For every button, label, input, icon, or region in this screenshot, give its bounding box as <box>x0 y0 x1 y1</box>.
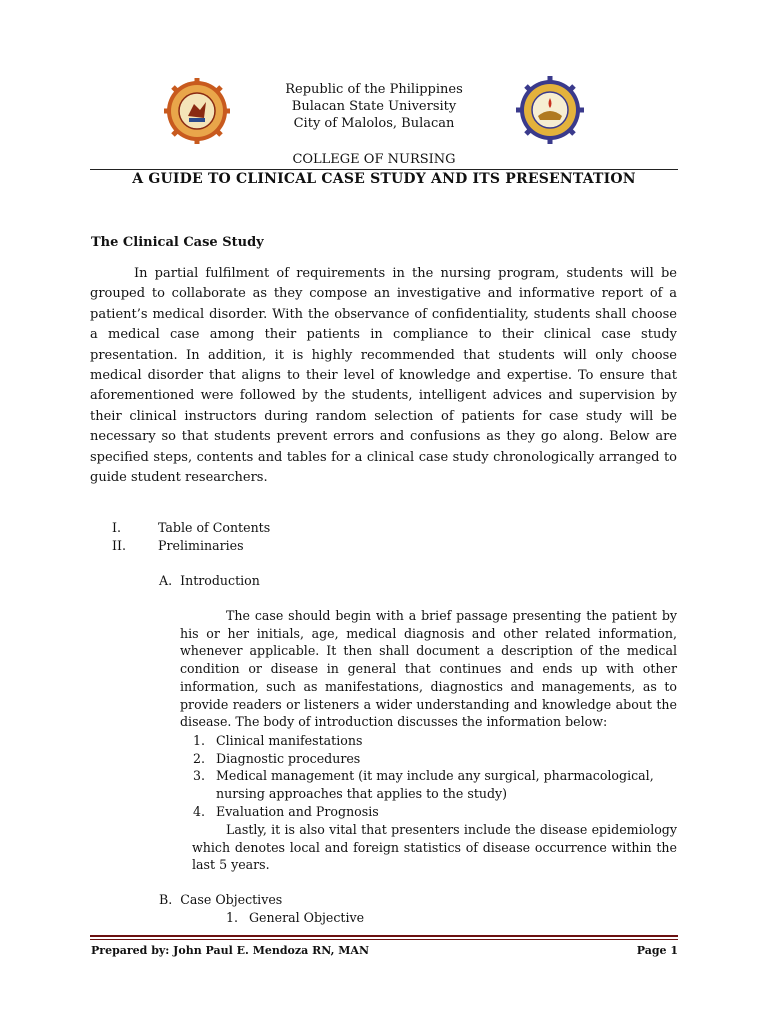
list-item <box>193 750 205 768</box>
footer-rule-thin <box>90 939 678 940</box>
introduction-paragraph <box>180 607 677 731</box>
outline-i-num: I. <box>112 520 121 535</box>
college-of-nursing-seal-logo <box>516 76 584 144</box>
list-item-num: 1. <box>193 733 206 748</box>
list-item-num: 3. <box>193 768 206 783</box>
intro-main-paragraph <box>90 264 677 488</box>
introduction-paragraph-text: The case should begin with a brief passage presenting the patient by his or her initials, age, medical diagnosis and other related information, whenever applicable. It then shall document a description of the medical condition or disease in general that continues and ends up with other information, such as manifestations, diagnostics and managements, as to provide readers or listeners a wider understanding and knowledge about the disease. The body of introduction discusses the information below: <box>180 608 677 730</box>
header-rule <box>90 169 678 170</box>
list-item-text: Medical management (it may include any surgical, pharmacological, nursing approaches that applies to the study) <box>216 768 654 801</box>
main-paragraph-text: In partial fulfilment of requirements in the nursing program, students will be grouped to collaborate as they compose an investigative and informative report of a patient’s medical disorder. With the observance of confidentiality, students shall choose a medical case among their patients in compliance to their clinical case study presentation. In addition, it is highly recommended that students will only choose medical disorder that aligns to their level of knowledge and expertise. To ensure that aforementioned were followed by the students, intelligent advices and supervision by their clinical instructors during random selection of patients for case study will be necessary so that students prevent errors and confusions as they go along. Below are specified steps, contents and tables for a clinical case study chronologically arranged to guide student researchers. <box>90 266 677 486</box>
prepared-by: Prepared by: John Paul E. Mendoza RN, MAN <box>91 944 370 957</box>
outline-i-label: Table of Contents <box>158 520 271 535</box>
footer-rule-thick <box>90 935 678 937</box>
university-line: Bulacan State University <box>291 99 457 114</box>
objective-label: General Objective <box>249 910 365 925</box>
document-title: A GUIDE TO CLINICAL CASE STUDY AND ITS PRESENTATION <box>132 171 636 187</box>
list-item <box>193 767 205 785</box>
outline-ii-label: Preliminaries <box>158 538 244 553</box>
city-line: City of Malolos, Bulacan <box>293 116 455 131</box>
list-item-num: 2. <box>193 751 206 766</box>
page-number: Page 1 <box>636 944 678 957</box>
lastly-paragraph-text: Lastly, it is also vital that presenters include the disease epidemiology which denotes local and foreign statistics of disease occurrence within the last 5 years. <box>192 822 677 873</box>
list-item-text: Clinical manifestations <box>216 733 363 748</box>
list-item-num: 4. <box>193 804 206 819</box>
bulsu-seal-logo <box>164 78 230 144</box>
list-item <box>193 803 205 821</box>
lastly-paragraph <box>192 821 677 874</box>
outline-ii-num: II. <box>112 538 126 553</box>
subsection-b-label: B. Case Objectives <box>159 892 283 907</box>
objective-num: 1. <box>226 910 239 925</box>
list-item-text: Diagnostic procedures <box>216 751 361 766</box>
subsection-a-label: A. Introduction <box>159 573 260 588</box>
college-line: COLLEGE OF NURSING <box>292 152 456 167</box>
list-item-text: Evaluation and Prognosis <box>216 804 379 819</box>
list-item <box>193 732 205 750</box>
republic-line: Republic of the Philippines <box>285 82 463 97</box>
section-heading: The Clinical Case Study <box>91 235 264 250</box>
